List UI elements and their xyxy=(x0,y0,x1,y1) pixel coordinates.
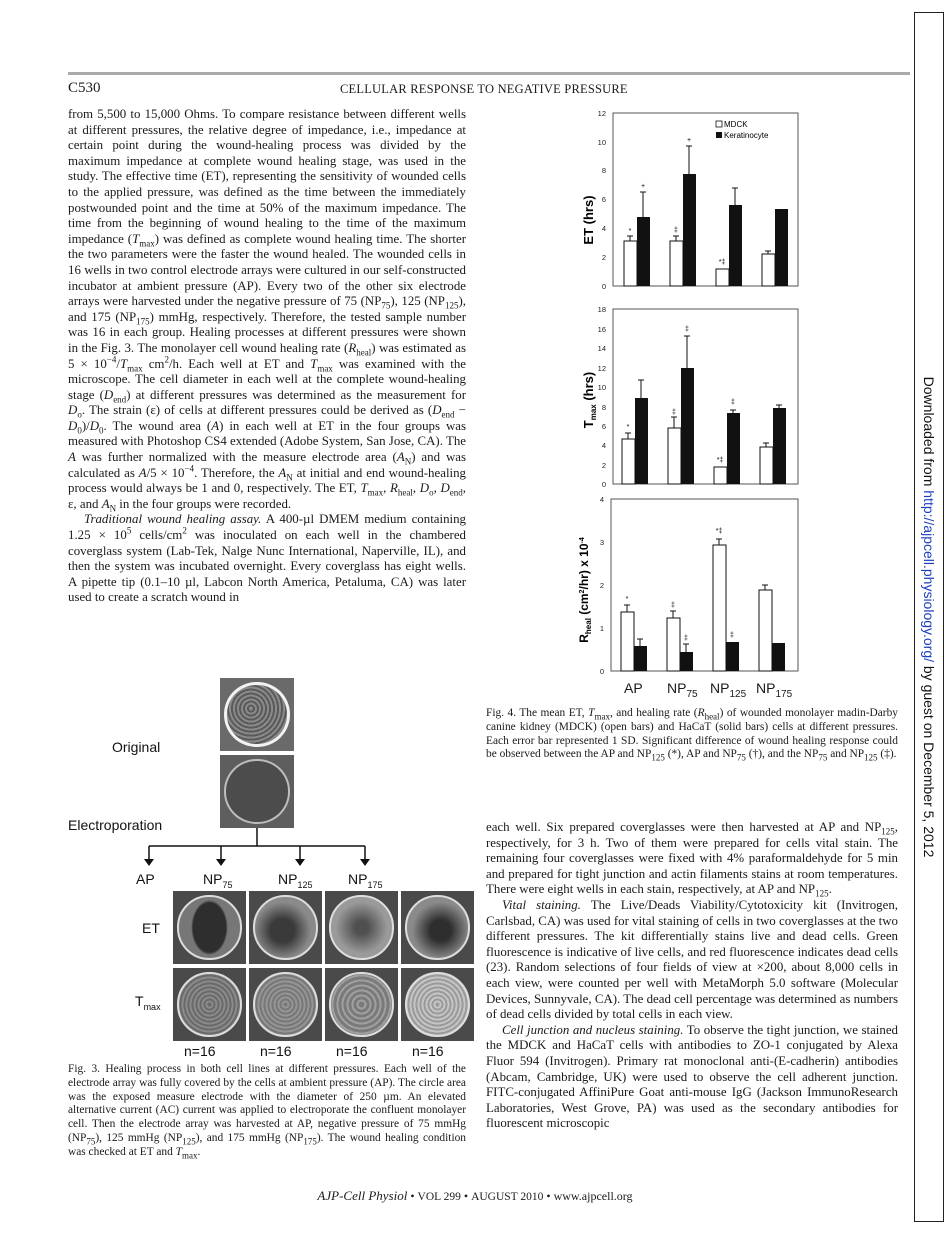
svg-text:4: 4 xyxy=(601,441,606,450)
svg-text:‡: ‡ xyxy=(685,326,689,333)
col-label-ap: AP xyxy=(136,871,155,887)
svg-text:‡: ‡ xyxy=(672,409,676,416)
download-sidebar xyxy=(914,12,944,1222)
chart-rheal xyxy=(577,495,798,676)
image-original-well xyxy=(220,678,294,751)
svg-text:2: 2 xyxy=(599,581,604,590)
image-et-np175 xyxy=(401,891,474,964)
row-label-et: ET xyxy=(142,920,160,936)
row-label-original: Original xyxy=(112,739,161,755)
right-paragraph-2: Vital staining. The Live/Deads Viability/Cytotoxicity kit (Invitrogen, Carlsbad, CA) was used for vital staining of cells in two coverglasses at the two different pressures. The kit differentially stains live and dead cells. Green fluorescence is indicative of live cells, and red fluorescence indicates dead cells (23). Random selections of four fields of view at ×200, about 8,000 cells in each view, were counted per well with MetaMorph 5.0 software (Molecular Devices, Sunnyvale, CA). The dead cell percentage was determined as numbers of dead cells divided by total cells in each view. xyxy=(486,897,899,1022)
right-column-text xyxy=(486,820,898,1132)
svg-text:6: 6 xyxy=(601,422,606,431)
image-tmax-np175 xyxy=(401,968,474,1041)
footer-volume: VOL 299 xyxy=(417,1191,461,1203)
running-title: CELLULAR RESPONSE TO NEGATIVE PRESSURE xyxy=(340,82,628,96)
svg-text:0: 0 xyxy=(599,667,604,676)
svg-text:Keratinocyte: Keratinocyte xyxy=(724,131,769,140)
figure-3 xyxy=(68,675,468,1060)
left-column-text xyxy=(68,107,466,606)
footer-journal: AJP-Cell Physiol xyxy=(317,1188,408,1203)
svg-text:0: 0 xyxy=(601,480,606,489)
n-label-np175: n=16 xyxy=(412,1043,444,1059)
footer: AJP-Cell Physiol • VOL 299 • AUGUST 2010 • www.ajpcell.org xyxy=(317,1188,633,1203)
svg-text:16: 16 xyxy=(597,325,606,334)
image-tmax-np125 xyxy=(325,968,398,1041)
download-link[interactable]: http://ajpcell.physiology.org/ xyxy=(921,490,937,663)
chart-tmax xyxy=(581,305,798,489)
chart-et xyxy=(581,109,798,291)
image-tmax-np75 xyxy=(249,968,322,1041)
svg-text:12: 12 xyxy=(597,109,606,118)
figure-3-caption: Fig. 3. Healing process in both cell lines at different pressures. Each well of the electrode array was fully covered by the cells at ambient pressure (AP). The circle area was the exposed measure electrode with the diameter of 250 µm. An elevated alternative current (AC) current was applied to electroporate the confluent monolayer cell. Then the electrode array was harvested at AP, negative pressure of 75 mmHg $(NP_{75})$, 125 mmHg $(NP_{125})$, and 175 mmHg $(NP_{175})$. The wound healing condition was checked at ET and $T_{max}$. xyxy=(68,1063,466,1161)
svg-text:‡: ‡ xyxy=(671,602,675,609)
svg-text:12: 12 xyxy=(597,364,606,373)
col-label-np125: $NP_{125}$ xyxy=(278,871,313,890)
footer-url[interactable]: www.ajpcell.org xyxy=(553,1189,633,1203)
svg-text:*: * xyxy=(625,596,629,603)
left-paragraph-1: from 5,500 to 15,000 Ohms. To compare resistance between different wells at different pressures, the relative degree of impedance, i.e., impedance at certain point during the wound-healing process was divided by the maximum impedance at complete wound healing stage, was used in the study. The effective time (ET), representing the sensitivity of wounded cells to the applied pressure, was defined as the time between the immediately postwounded point and the time at 50% of the maximum impedance. The time from the beginning of wound healing to the time of the maximum impedance $(T_{max})$ was defined as complete wound healing time. The shorter the two parameters were the faster the wound healed. The wounded cells in 16 wells in two control electrode arrays were cultured in our self-constructed incubator at ambient pressure (AP). Every two of the other six electrode arrays were harvested under the negative pressure of 75 $(NP_{75})$, 125 $(NP_{125})$, and 175 $(NP_{175})$ mmHg, respectively. Therefore, the tested sample number was 16 in each group. Healing processes at different pressures were shown in the Fig. 3. The monolayer cell wound healing rate $(R_{heal})$ was estimated as $5 \times 10^{-4}/T_{max}$ $cm^2/h$. Each well at ET and $T_{max}$ was examined with the microscope. The cell diameter in each well at the complete wound-healing stage $(D_{end})$ at different pressures was determined as the measurement for $D_o$. The strain (ε) of cells at different pressures could be derived as $(D_{end} - D_0)/D_0$. The wound area (A) in each well at ET in the four groups was measured with Photoshop CS4 extended (Adobe System, San Jose, CA). The A was further normalized with the measure electrode area $(A_N)$ and was calculated as $A/5 \times 10^{-4}$. Therefore, the $A_N$ at initial and end wound-healing process would always be 1 and 0, respectively. The ET, $T_{max}$, $R_{heal}$, $D_o$, $D_{end}$, ε, and $A_N$ in the four groups were recorded. xyxy=(68,107,467,514)
image-tmax-ap xyxy=(173,968,246,1041)
x-label-np175: $NP_{175}$ xyxy=(756,680,793,700)
right-paragraph-1: each well. Six prepared coverglasses were then harvested at AP and $NP_{125}$, respectively, for 3 h. Two of them were prepared for cells vital stain. The remaining four coverglasses were fixed with 4% paraformaldehyde for 5 min and prepared for tight junction and actin filaments stains at room temperatures. There were eight wells in each stain, respectively, at AP and $NP_{125}$. xyxy=(486,820,898,899)
svg-text:*: * xyxy=(626,424,630,431)
svg-text:+: + xyxy=(640,183,646,190)
svg-text:8: 8 xyxy=(601,403,606,412)
svg-text:+: + xyxy=(686,137,692,144)
svg-text:10: 10 xyxy=(597,383,606,392)
left-paragraph-2: Traditional wound healing assay. A 400-µl DMEM medium containing $1.25 \times 10^5$ cells/$cm^2$ was inoculated on each well in the chambered coverglass system (Lab-Tek, Nalge Nunc International, Naperville, IL), and then the system was incubated overnight. Every coverglass has eight wells. A pipette tip (0.1–10 µl, Labcon North America, Petaluma, CA) was later used to create a scratch wound in xyxy=(68,512,466,605)
image-et-np75 xyxy=(249,891,322,964)
section-heading-cell-junction: Cell junction and nucleus staining. xyxy=(502,1022,684,1037)
svg-text:*‡: *‡ xyxy=(718,259,726,266)
svg-text:*: * xyxy=(628,228,632,235)
figure-4-caption: Fig. 4. The mean ET, $T_{max}$, and healing rate $(R_{heal})$ of wounded monolayer madin-Darby canine kidney (MDCK) (open bars) and HaCaT (solid bars) cells at different pressures. Each error bar represented 1 SD. Significant difference of wound healing response could be observed between the AP and $NP_{125}$ (*), AP and $NP_{75}$ (†), and the $NP_{75}$ and $NP_{125}$ (‡). xyxy=(486,707,898,763)
svg-text:2: 2 xyxy=(601,253,606,262)
svg-text:8: 8 xyxy=(601,166,606,175)
svg-text:‡: ‡ xyxy=(674,227,678,234)
n-label-np125: n=16 xyxy=(336,1043,368,1059)
svg-text:*‡: *‡ xyxy=(715,528,723,535)
svg-text:‡: ‡ xyxy=(730,632,734,639)
svg-text:14: 14 xyxy=(597,344,606,353)
svg-text:‡: ‡ xyxy=(684,635,688,642)
n-label-ap: n=16 xyxy=(184,1043,216,1059)
section-heading-traditional-assay: Traditional wound healing assay. xyxy=(84,512,262,527)
image-et-ap xyxy=(173,891,246,964)
image-electroporation-well xyxy=(220,755,294,828)
download-notice: Downloaded from http://ajpcell.physiology.org/ by guest on December 5, 2012 xyxy=(921,376,937,858)
svg-text:MDCK: MDCK xyxy=(724,120,748,129)
svg-text:3: 3 xyxy=(599,538,604,547)
x-label-np125: $NP_{125}$ xyxy=(710,680,747,700)
n-label-np75: n=16 xyxy=(260,1043,292,1059)
image-et-np125 xyxy=(325,891,398,964)
svg-text:4: 4 xyxy=(599,495,604,504)
svg-text:‡: ‡ xyxy=(731,399,735,406)
svg-text:1: 1 xyxy=(599,624,604,633)
figure-4-charts xyxy=(540,100,810,680)
col-label-np175: $NP_{175}$ xyxy=(348,871,383,890)
rheal-y-axis-label: $R_{heal}$ $(cm^2/hr)$ x $10^{-4}$ xyxy=(577,537,593,643)
et-y-axis-label: ET (hrs) xyxy=(581,195,596,245)
row-label-tmax: $T_{max}$ xyxy=(135,993,161,1012)
col-label-np75: $NP_{75}$ xyxy=(203,871,233,890)
x-label-ap: AP xyxy=(624,680,643,696)
svg-text:2: 2 xyxy=(601,461,606,470)
svg-text:6: 6 xyxy=(601,195,606,204)
right-paragraph-3: Cell junction and nucleus staining. To observe the tight junction, we stained the MDCK and HaCaT cells with antibodies to ZO-1 conjugated by Alexa Fluor 594 (Invitrogen). Primary rat monoclonal anti-(E-cadherin) antibodies (Abcam, Cambridge, UK) were used to observe the cell adherent junction. FITC-conjugated AffiniPure Goat anti-mouse IgG (Jackson ImmunoResearch Laboratories, West Grove, PA) was used as the secondary antibodies for fluorescent microscopic xyxy=(486,1022,898,1131)
svg-text:0: 0 xyxy=(601,282,606,291)
header-rule xyxy=(68,72,910,75)
tmax-y-axis-label: $T_{max}$ (hrs) xyxy=(581,371,598,429)
section-heading-vital-staining: Vital staining. xyxy=(502,897,581,912)
svg-text:4: 4 xyxy=(601,224,606,233)
svg-text:*‡: *‡ xyxy=(716,457,724,464)
row-label-electroporation: Electroporation xyxy=(68,817,163,833)
figure-4-x-labels xyxy=(620,680,810,702)
branch-arrows xyxy=(68,828,468,878)
svg-text:10: 10 xyxy=(597,138,606,147)
page-number: C530 xyxy=(68,80,101,96)
svg-text:18: 18 xyxy=(597,305,606,314)
x-label-np75: $NP_{75}$ xyxy=(667,680,698,700)
footer-date: AUGUST 2010 xyxy=(471,1191,544,1203)
